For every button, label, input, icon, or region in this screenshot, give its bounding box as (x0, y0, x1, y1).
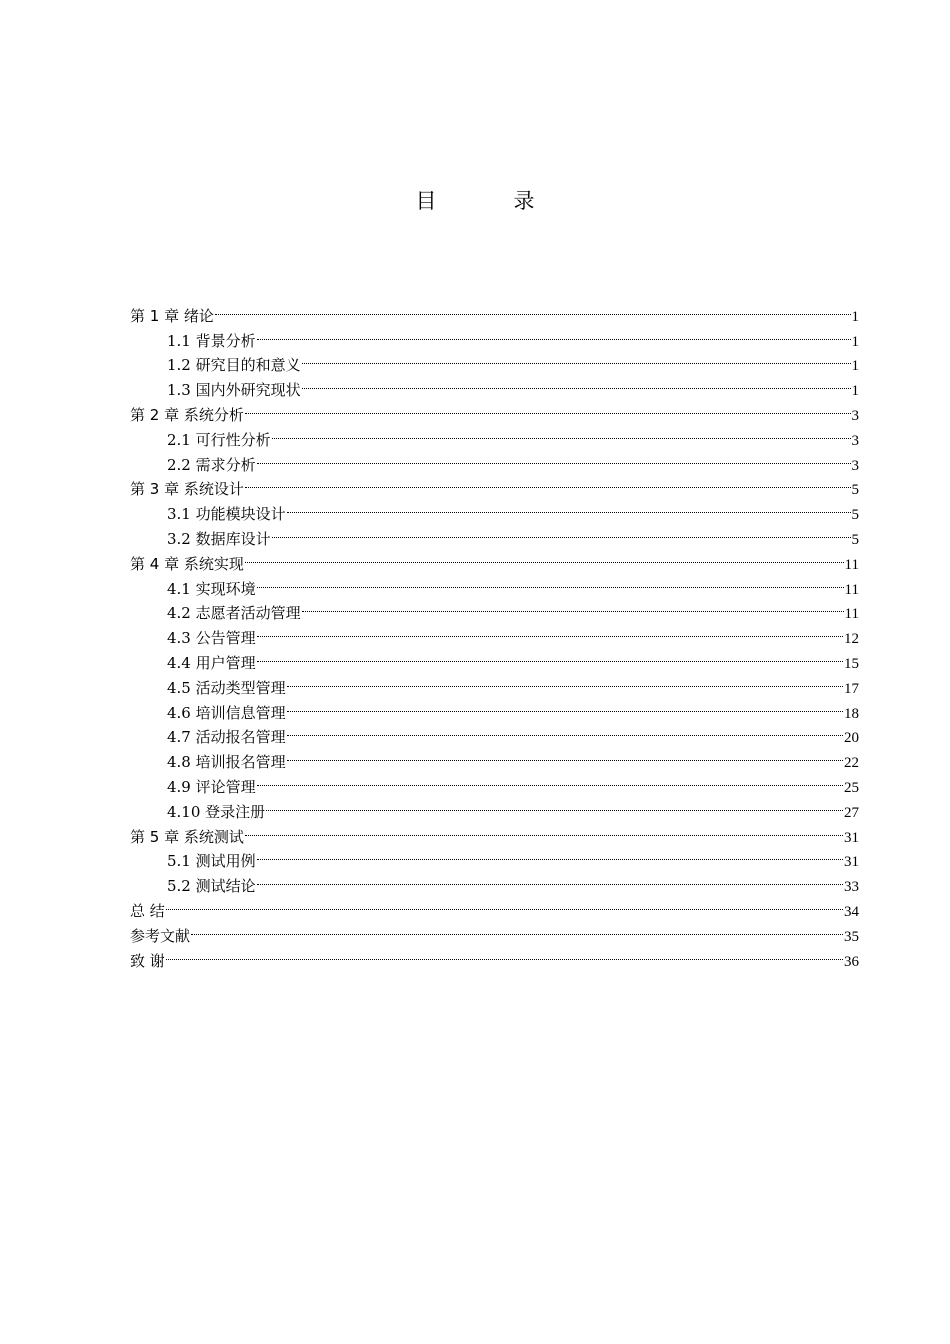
toc-page-number: 18 (844, 705, 859, 722)
toc-page-number: 31 (844, 854, 859, 871)
toc-entry-label: 4.8 培训报名管理 (167, 753, 286, 772)
toc-entry-label: 5.2 测试结论 (167, 877, 256, 896)
toc-dot-leader (287, 742, 843, 767)
toc-page-number: 11 (844, 606, 859, 623)
toc-dot-leader (302, 594, 844, 619)
toc-dot-leader (257, 321, 851, 346)
toc-dot-leader (266, 792, 843, 817)
toc-entry-label: 4.3 公告管理 (167, 629, 256, 648)
toc-entry-label: 1.2 研究目的和意义 (167, 356, 301, 375)
toc-entry-label: 3.1 功能模块设计 (167, 505, 286, 524)
toc-chapter-entry[interactable] (130, 941, 859, 970)
toc-entry-label: 参考文献 (130, 926, 191, 945)
toc-page-number: 1 (851, 358, 859, 375)
toc-chapter-entry[interactable] (130, 916, 859, 945)
table-of-contents (130, 296, 859, 970)
toc-page-number: 12 (844, 631, 859, 648)
toc-dot-leader (272, 420, 851, 445)
toc-entry-label: 2.2 需求分析 (167, 455, 256, 474)
toc-page-number: 25 (844, 779, 859, 796)
toc-entry-label: 4.9 评论管理 (167, 777, 256, 796)
toc-entry-label: 3.2 数据库设计 (167, 529, 271, 548)
toc-dot-leader (302, 346, 851, 371)
toc-dot-leader (245, 544, 844, 569)
toc-page-number: 1 (851, 333, 859, 350)
toc-page-number: 34 (844, 903, 859, 920)
toc-entry-label: 4.10 登录注册 (167, 802, 266, 821)
toc-entry-label: 4.2 志愿者活动管理 (167, 604, 301, 623)
toc-dot-leader (191, 916, 843, 941)
toc-chapter-entry[interactable] (130, 296, 859, 325)
toc-page-number: 5 (851, 507, 859, 524)
toc-page-number: 22 (844, 755, 859, 772)
toc-chapter-entry[interactable] (130, 891, 859, 920)
toc-entry-label: 1.3 国内外研究现状 (167, 381, 301, 400)
toc-entry-label: 第 3 章 系统设计 (130, 480, 244, 499)
toc-dot-leader (287, 693, 843, 718)
toc-page-number: 3 (851, 457, 859, 474)
toc-entry-label: 1.1 背景分析 (167, 331, 256, 350)
toc-dot-leader (257, 767, 843, 792)
toc-page-number: 5 (851, 482, 859, 499)
toc-dot-leader (257, 866, 843, 891)
page-title: 目 录 (415, 189, 563, 213)
toc-dot-leader (272, 519, 851, 544)
toc-dot-leader (257, 643, 843, 668)
toc-dot-leader (257, 618, 843, 643)
toc-entry-label: 4.1 实现环境 (167, 579, 256, 598)
toc-dot-leader (302, 370, 851, 395)
toc-page-number: 20 (844, 730, 859, 747)
toc-dot-leader (245, 395, 851, 420)
toc-entry-label: 第 5 章 系统测试 (130, 827, 244, 846)
toc-page-number: 3 (851, 407, 859, 424)
toc-section-entry[interactable] (130, 321, 859, 350)
toc-page-number: 27 (844, 804, 859, 821)
toc-entry-label: 5.1 测试用例 (167, 852, 256, 871)
toc-entry-label: 4.6 培训信息管理 (167, 703, 286, 722)
toc-page-number: 1 (851, 383, 859, 400)
toc-page-number: 11 (844, 556, 859, 573)
toc-page-number: 3 (851, 432, 859, 449)
toc-dot-leader (257, 445, 851, 470)
toc-entry-label: 总 结 (130, 901, 165, 920)
toc-dot-leader (166, 941, 843, 966)
toc-entry-label: 4.5 活动类型管理 (167, 678, 286, 697)
toc-dot-leader (287, 668, 843, 693)
toc-page-number: 33 (844, 879, 859, 896)
toc-page-number: 31 (844, 829, 859, 846)
toc-page-number: 5 (851, 531, 859, 548)
toc-dot-leader (257, 569, 844, 594)
toc-page-number: 11 (844, 581, 859, 598)
toc-page-number: 15 (844, 655, 859, 672)
toc-page-number: 36 (844, 953, 859, 970)
toc-page-number: 17 (844, 680, 859, 697)
toc-dot-leader (245, 470, 851, 495)
toc-entry-label: 致 谢 (130, 951, 165, 970)
toc-dot-leader (257, 842, 843, 867)
toc-page-number: 35 (844, 928, 859, 945)
toc-entry-label: 2.1 可行性分析 (167, 430, 271, 449)
toc-dot-leader (287, 494, 851, 519)
toc-dot-leader (245, 817, 843, 842)
toc-entry-label: 4.7 活动报名管理 (167, 728, 286, 747)
toc-dot-leader (215, 296, 851, 321)
toc-dot-leader (287, 718, 843, 743)
toc-entry-label: 第 1 章 绪论 (130, 306, 214, 325)
toc-page-number: 1 (851, 308, 859, 325)
toc-dot-leader (166, 891, 843, 916)
toc-entry-label: 第 2 章 系统分析 (130, 405, 244, 424)
toc-entry-label: 4.4 用户管理 (167, 653, 256, 672)
toc-entry-label: 第 4 章 系统实现 (130, 554, 244, 573)
